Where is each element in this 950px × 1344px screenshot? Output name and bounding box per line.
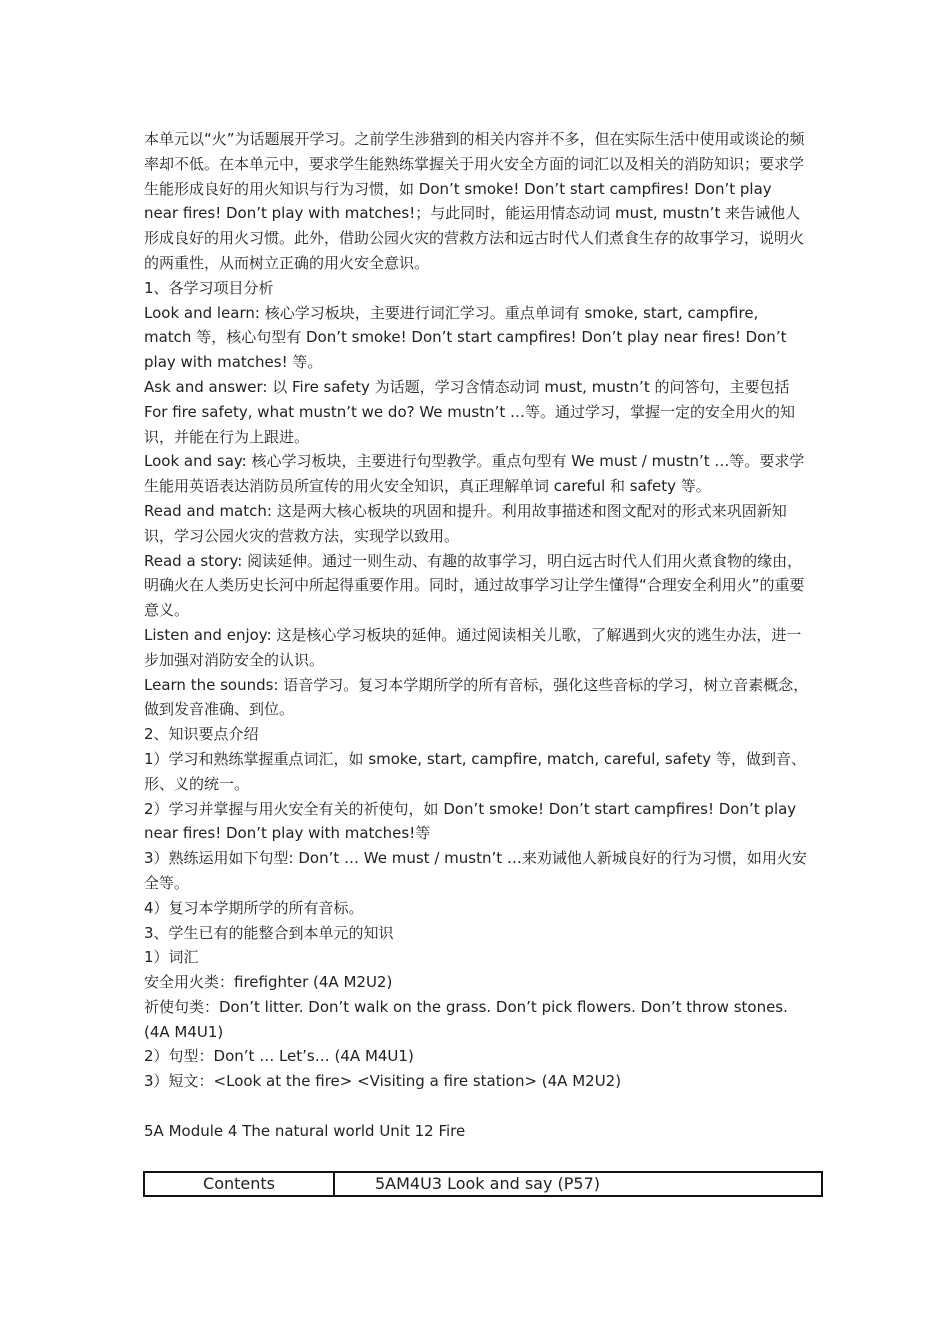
paragraph-point-1: 1）学习和熟练掌握重点词汇，如 smoke, start, campfire, match, careful, safety 等，做到音、形、义的统一。 — [144, 749, 806, 793]
paragraph-ask-and-answer: Ask and answer: 以 Fire safety 为话题，学习含情态动词 must, mustn’t 的问答句，主要包括 For fire safety, what mustn’t we do? We mustn’t …等。通过学习，掌握一定的安全用火的知识，并能在行为上跟进。 — [144, 377, 796, 446]
heading-section-3: 3、学生已有的能整合到本单元的知识 — [144, 923, 394, 942]
table-label-cell: Contents — [144, 1172, 334, 1196]
table-row — [144, 1172, 822, 1196]
paragraph-read-a-story: Read a story: 阅读延伸。通过一则生动、有趣的故事学习，明白远古时代人们用火煮食物的缘由，明确火在人类历史长河中所起得重要作用。同时，通过故事学习让学生懂得“合理安全利用火”的重要意义。 — [144, 551, 805, 620]
paragraph-point-4: 4）复习本学期所学的所有音标。 — [144, 898, 364, 917]
paragraph-sentence-patterns: 2）句型：Don’t … Let’s… (4A M4U1) — [144, 1047, 414, 1066]
table-value-cell: 5AM4U3 Look and say (P57) — [334, 1172, 822, 1196]
paragraph-listen-and-enjoy: Listen and enjoy: 这是核心学习板块的延伸。通过阅读相关儿歌，了解遇到火灾的逃生办法，进一步加强对消防安全的认识。 — [144, 625, 802, 669]
heading-section-1: 1、各学习项目分析 — [144, 278, 274, 297]
paragraph-look-and-say: Look and say: 核心学习板块，主要进行句型教学。重点句型有 We must / mustn’t …等。要求学生能用英语表达消防员所宣传的用火安全知识，真正理解单词 careful 和 safety 等。 — [144, 452, 805, 496]
paragraph-intro: 本单元以“火”为话题展开学习。之前学生涉猎到的相关内容并不多，但在实际生活中使用或谈论的频率却不低。在本单元中，要求学生能熟练掌握关于用火安全方面的词汇以及相关的消防知识；要求学生能形成良好的用火知识与行为习惯，如 Don’t smoke! Don’t start campfires! Don’t play near fires! Don’t play with matches!；与此同时，能运用情态动词 must, mustn’t 来告诫他人形成良好的用火习惯。此外，借助公园火灾的营救方法和远古时代人们煮食生存的故事学习，说明火的两重性，从而树立正确的用火安全意识。 — [144, 130, 805, 272]
paragraph-vocab-heading: 1）词汇 — [144, 948, 199, 967]
paragraph-vocab-fire-safety: 安全用火类：firefighter (4A M2U2) — [144, 973, 393, 992]
paragraph-read-and-match: Read and match: 这是两大核心板块的巩固和提升。利用故事描述和图文配对的形式来巩固新知识，学习公园火灾的营救方法，实现学以致用。 — [144, 501, 787, 545]
paragraph-vocab-imperatives: 祈使句类：Don’t litter. Don’t walk on the grass. Don’t pick flowers. Don’t throw stones. (4A M4U1) — [144, 997, 788, 1041]
paragraph-look-and-learn: Look and learn: 核心学习板块，主要进行词汇学习。重点单词有 smoke, start, campfire, match 等，核心句型有 Don’t smoke! Don’t start campfires! Don’t play near fires! Don’t play with matches! 等。 — [144, 303, 787, 372]
unit-title: 5A Module 4 The natural world Unit 12 Fire — [144, 1121, 466, 1140]
paragraph-short-texts: 3）短文：<Look at the fire> <Visiting a fire station> (4A M2U2) — [144, 1072, 622, 1091]
document-body — [144, 127, 810, 1144]
paragraph-point-3: 3）熟练运用如下句型: Don’t … We must / mustn’t …来劝诫他人新城良好的行为习惯，如用火安全等。 — [144, 849, 807, 892]
contents-table — [143, 1171, 823, 1197]
paragraph-point-2: 2）学习并掌握与用火安全有关的祈使句，如 Don’t smoke! Don’t start campfires! Don’t play near fires! Don’t play with matches!等 — [144, 799, 797, 843]
spacer — [144, 1094, 810, 1119]
paragraph-learn-the-sounds: Learn the sounds: 语音学习。复习本学期所学的所有音标，强化这些音标的学习，树立音素概念，做到发音准确、到位。 — [144, 675, 809, 719]
heading-section-2: 2、知识要点介绍 — [144, 725, 259, 744]
